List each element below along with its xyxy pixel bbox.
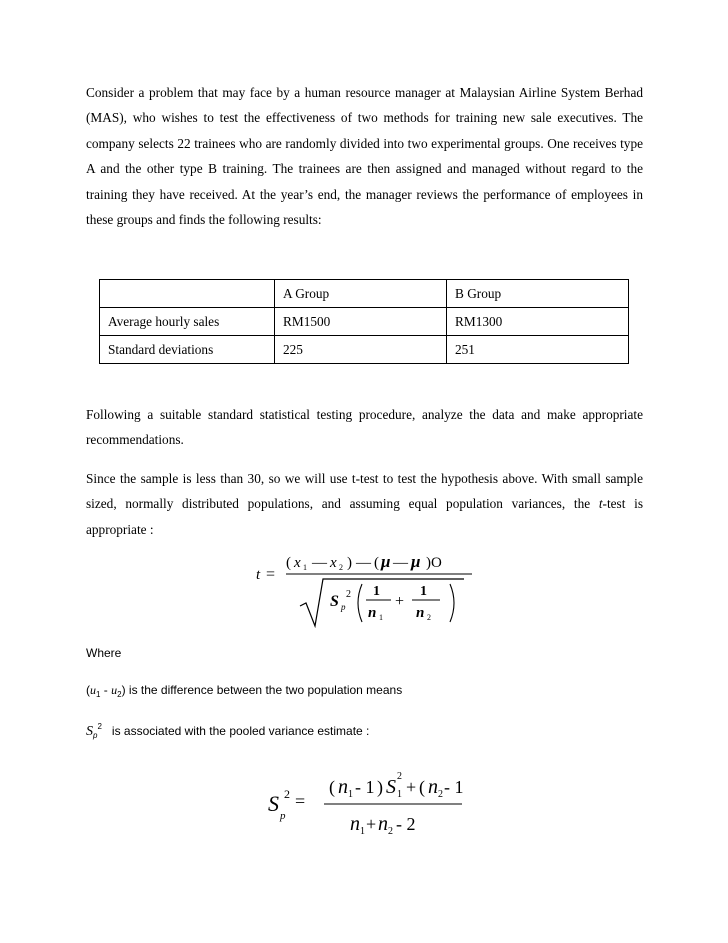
formula-tail: )O bbox=[426, 555, 442, 571]
sp-two: 2 bbox=[284, 787, 290, 801]
sp-n2-sub: 2 bbox=[438, 789, 443, 800]
mean-diff-u1: u bbox=[90, 683, 96, 697]
formula-x1: x bbox=[294, 555, 301, 571]
formula-right-bracket bbox=[450, 584, 454, 622]
sp-den-plus: + bbox=[366, 814, 377, 834]
formula-plus: + bbox=[395, 593, 405, 610]
table-header-cell-empty bbox=[100, 280, 275, 308]
sp-n1-sub: 1 bbox=[348, 789, 353, 800]
sp-s1-sub: 1 bbox=[397, 789, 402, 800]
formula-t-lhs: t bbox=[256, 567, 261, 583]
sp-den-n2-sub: 2 bbox=[388, 826, 393, 837]
method-t-italic: t bbox=[598, 496, 603, 512]
formula-close-paren: ) bbox=[347, 555, 352, 571]
formula-x2-sub: 2 bbox=[339, 563, 343, 572]
pooled-p: p bbox=[93, 731, 98, 740]
sp-equals: = bbox=[295, 791, 306, 811]
formula-n1: n bbox=[368, 605, 377, 621]
mean-diff-u2: u bbox=[111, 683, 118, 697]
formula-sp: S bbox=[330, 593, 339, 610]
sp-paren-close-1: ) bbox=[377, 777, 383, 797]
formula-x2: x bbox=[330, 555, 337, 571]
formula-open-paren-2: ( bbox=[374, 555, 379, 571]
pooled-s: S bbox=[86, 724, 93, 739]
method-text: Since the sample is less than 30, so we will use t-test to test the hypothesis above. With small sample sized, normally distributed populations, and assuming equal population variances, the bbox=[86, 471, 643, 512]
formula-n2: n bbox=[416, 605, 425, 621]
method-text-end: -test is appropriate : bbox=[86, 496, 643, 537]
table-header-row bbox=[100, 280, 629, 308]
pooled-variance-formula bbox=[262, 763, 472, 843]
mean-diff-open: ( bbox=[86, 683, 90, 697]
formula-open-paren: ( bbox=[286, 555, 291, 571]
intro-paragraph: Consider a problem that may face by a human resource manager at Malaysian Airline System Berhad (MAS), who wishes to test the effectiveness of two methods for training new sale executives. The company selects 22 trainees who are randomly divided into two experimental groups. One receives type A and the other type B training. The trainees are then assigned and managed without regard to the training they have received. At the year’s end, the manager reviews the performance of employees in these groups and finds the following results: bbox=[86, 85, 643, 228]
table-cell: RM1300 bbox=[447, 308, 629, 336]
mean-difference-line bbox=[86, 683, 402, 699]
sp-plus: + bbox=[406, 777, 417, 797]
where-label: Where bbox=[86, 646, 122, 660]
pooled-sup: 2 bbox=[97, 722, 102, 731]
mean-diff-rest: ) is the difference between the two population means bbox=[121, 683, 403, 697]
formula-minus: — bbox=[312, 555, 327, 571]
table-cell: RM1500 bbox=[275, 308, 447, 336]
sp-s1: S bbox=[386, 776, 396, 798]
method-paragraph bbox=[86, 466, 643, 542]
formula-equals: = bbox=[266, 566, 276, 583]
table-cell: 251 bbox=[447, 336, 629, 364]
formula-one-b: 1 bbox=[420, 584, 427, 599]
formula-one-a: 1 bbox=[373, 584, 380, 599]
table-cell: Standard deviations bbox=[100, 336, 275, 364]
table-cell: 225 bbox=[275, 336, 447, 364]
sp-den-n2: n bbox=[378, 813, 388, 835]
sp-s1-sup: 2 bbox=[397, 771, 402, 782]
t-test-formula bbox=[250, 548, 490, 628]
table-row bbox=[100, 308, 629, 336]
table-row bbox=[100, 336, 629, 364]
formula-mu2: μ bbox=[411, 552, 421, 571]
mean-diff-dash: - bbox=[100, 683, 112, 697]
sp-s: S bbox=[268, 791, 279, 816]
pooled-variance-line bbox=[86, 722, 369, 740]
sp-minus-one-1: - 1 bbox=[355, 777, 375, 797]
formula-x1-sub: 1 bbox=[303, 563, 307, 572]
table-header-cell-b-group: B Group bbox=[447, 280, 629, 308]
sp-n1: n bbox=[338, 776, 348, 798]
formula-sp-sub: p bbox=[341, 602, 346, 612]
results-table bbox=[99, 279, 629, 364]
sp-paren-open-1: ( bbox=[329, 777, 335, 797]
table-header-cell-a-group: A Group bbox=[275, 280, 447, 308]
mean-diff-sub1: 1 bbox=[96, 690, 101, 699]
pooled-rest: is associated with the pooled variance estimate : bbox=[111, 724, 370, 738]
sp-den-minus-two: - 2 bbox=[396, 814, 416, 834]
formula-n2-sub: 2 bbox=[427, 613, 431, 622]
sp-den-n1: n bbox=[350, 813, 360, 835]
formula-minus-3: — bbox=[393, 555, 408, 571]
table-cell: Average hourly sales bbox=[100, 308, 275, 336]
sp-paren-open-2: ( bbox=[419, 777, 425, 797]
formula-n1-sub: 1 bbox=[379, 613, 383, 622]
formula-minus-2: — bbox=[356, 555, 371, 571]
task-paragraph: Following a suitable standard statistical testing procedure, analyze the data and make appropriate recommendations. bbox=[86, 407, 643, 448]
sp-den-n1-sub: 1 bbox=[360, 826, 365, 837]
mean-diff-sub2: 2 bbox=[117, 690, 122, 699]
formula-left-bracket bbox=[358, 584, 362, 622]
formula-sp-sup: 2 bbox=[346, 589, 351, 600]
sp-minus-one-2: - 1 bbox=[444, 777, 464, 797]
sp-numerator-text bbox=[0, 0, 1, 1]
sp-p: p bbox=[280, 810, 286, 822]
sp-n2: n bbox=[428, 776, 438, 798]
formula-mu1: μ bbox=[381, 552, 391, 571]
